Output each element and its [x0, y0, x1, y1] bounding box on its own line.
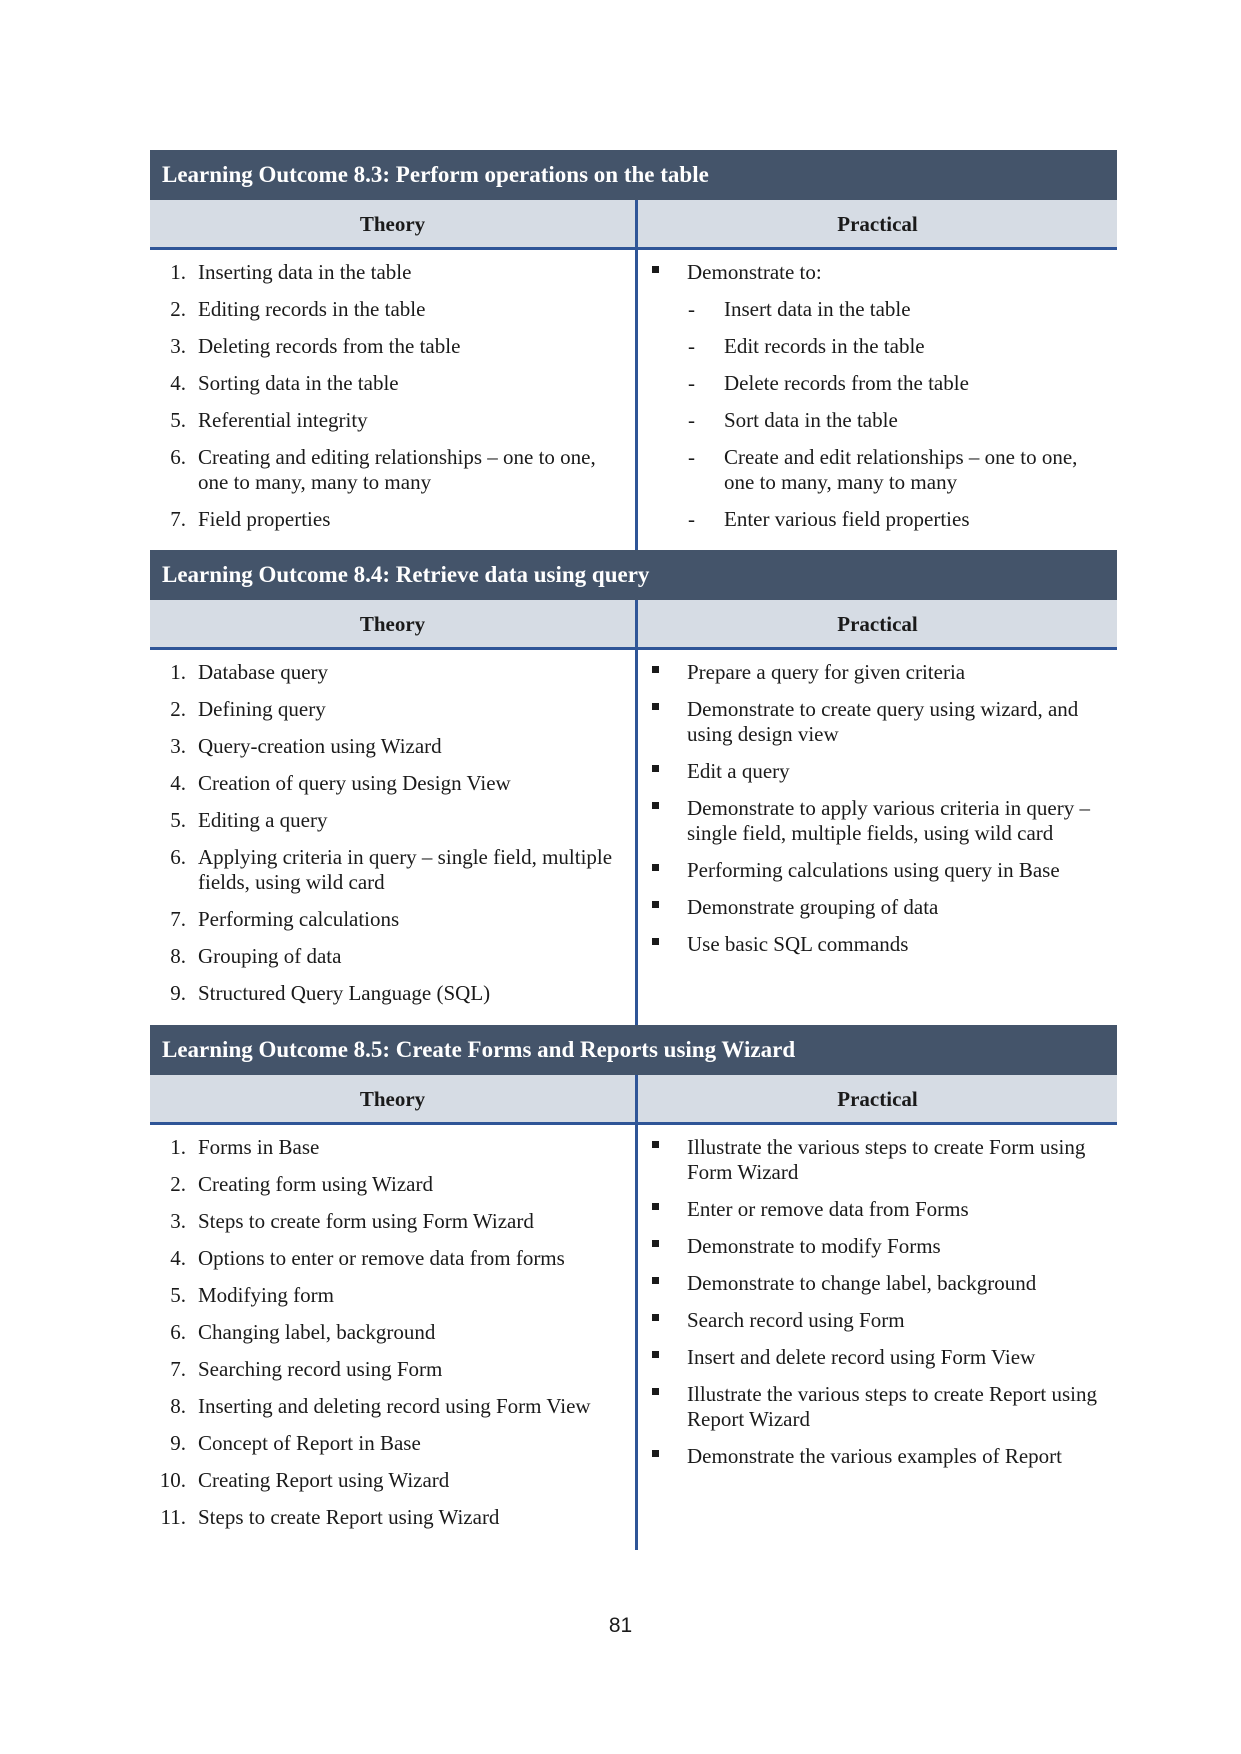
- section-title: Learning Outcome 8.3: Perform operations on the table: [150, 150, 1117, 200]
- list-item: 3. Query-creation using Wizard: [170, 734, 442, 758]
- sub-item: - Create and edit relationships – one to one, one to many, many to many: [688, 445, 1078, 494]
- column-header-row: [150, 200, 1117, 250]
- page-number: 81: [608, 1614, 633, 1637]
- column-header-row: [150, 1075, 1117, 1125]
- list-item: 7. Searching record using Form: [170, 1357, 443, 1381]
- section-lo-8-3: [150, 150, 1117, 552]
- practical-header: Practical: [837, 612, 918, 636]
- bullet-item: Demonstrate to create query using wizard, and using design view: [638, 697, 1117, 747]
- bullet-item: Demonstrate the various examples of Report: [638, 1444, 1117, 1469]
- list-item: 2. Defining query: [170, 697, 326, 721]
- bullet-item: Edit a query: [638, 759, 1117, 784]
- section-title: Learning Outcome 8.5: Create Forms and Reports using Wizard: [150, 1025, 1117, 1075]
- bullet-item: Prepare a query for given criteria: [638, 660, 1117, 685]
- list-item: 1. Inserting data in the table: [170, 260, 412, 284]
- square-bullet-icon: [638, 1271, 687, 1296]
- theory-column: [150, 650, 638, 1026]
- square-bullet-icon: [638, 1234, 687, 1259]
- list-item: 1. Forms in Base: [170, 1135, 320, 1159]
- list-item: 3. Deleting records from the table: [170, 334, 461, 358]
- practical-header: Practical: [837, 1087, 918, 1111]
- list-item: 4. Creation of query using Design View: [170, 771, 511, 795]
- practical-header: Practical: [837, 212, 918, 236]
- bullet-item: Insert and delete record using Form View: [638, 1345, 1117, 1370]
- square-bullet-icon: [638, 1444, 687, 1469]
- theory-header: Theory: [150, 1075, 638, 1122]
- square-bullet-icon: [638, 1308, 687, 1333]
- square-bullet-icon: [638, 796, 687, 846]
- bullet-item: Demonstrate to:: [638, 260, 1117, 285]
- section-title: Learning Outcome 8.4: Retrieve data using query: [150, 550, 1117, 600]
- theory-column: [150, 1125, 638, 1550]
- list-item: 6. Applying criteria in query – single field, multiple fields, using wild card: [170, 845, 613, 894]
- theory-column: [150, 250, 638, 552]
- practical-column: [638, 1125, 1117, 1550]
- sub-item: - Insert data in the table: [688, 297, 911, 321]
- list-item: 2. Editing records in the table: [170, 297, 426, 321]
- sub-item: - Edit records in the table: [688, 334, 925, 358]
- content-row: [150, 1125, 1117, 1550]
- bullet-item: Demonstrate grouping of data: [638, 895, 1117, 920]
- bullet-item: Demonstrate to modify Forms: [638, 1234, 1117, 1259]
- square-bullet-icon: [638, 1197, 687, 1222]
- list-item: 2. Creating form using Wizard: [170, 1172, 433, 1196]
- list-item: 8. Inserting and deleting record using Form View: [170, 1394, 591, 1418]
- list-item: 7. Field properties: [170, 507, 331, 531]
- list-item: 10. Creating Report using Wizard: [159, 1468, 450, 1492]
- sub-item: - Enter various field properties: [688, 507, 970, 531]
- square-bullet-icon: [638, 932, 687, 957]
- content-row: [150, 650, 1117, 1026]
- square-bullet-icon: [638, 895, 687, 920]
- content-row: [150, 250, 1117, 552]
- list-item: 5. Editing a query: [170, 808, 328, 832]
- bullet-item: Use basic SQL commands: [638, 932, 1117, 957]
- square-bullet-icon: [638, 759, 687, 784]
- practical-column: [638, 250, 1117, 552]
- section-lo-8-4: [150, 550, 1117, 1026]
- list-item: 7. Performing calculations: [170, 907, 400, 931]
- square-bullet-icon: [638, 260, 687, 285]
- sub-item: - Delete records from the table: [688, 371, 969, 395]
- square-bullet-icon: [638, 697, 687, 747]
- list-item: 8. Grouping of data: [170, 944, 342, 968]
- list-item: 3. Steps to create form using Form Wizard: [170, 1209, 534, 1233]
- list-item: 9. Concept of Report in Base: [170, 1431, 421, 1455]
- column-header-row: [150, 600, 1117, 650]
- bullet-item: Performing calculations using query in Base: [638, 858, 1117, 883]
- square-bullet-icon: [638, 858, 687, 883]
- bullet-item: Demonstrate to change label, background: [638, 1271, 1117, 1296]
- list-item: 1. Database query: [170, 660, 329, 684]
- bullet-item: Search record using Form: [638, 1308, 1117, 1333]
- list-item: 9. Structured Query Language (SQL): [170, 981, 491, 1005]
- list-item: 5. Referential integrity: [170, 408, 368, 432]
- list-item: 5. Modifying form: [170, 1283, 334, 1307]
- list-item: 4. Sorting data in the table: [170, 371, 399, 395]
- bullet-item: Illustrate the various steps to create Report using Report Wizard: [638, 1382, 1117, 1432]
- square-bullet-icon: [638, 1135, 687, 1185]
- list-item: 4. Options to enter or remove data from forms: [170, 1246, 565, 1270]
- theory-header: Theory: [150, 200, 638, 247]
- list-item: 6. Changing label, background: [170, 1320, 436, 1344]
- bullet-item: Demonstrate to apply various criteria in query – single field, multiple fields, using wild card: [638, 796, 1117, 846]
- bullet-item: Enter or remove data from Forms: [638, 1197, 1117, 1222]
- list-item: 6. Creating and editing relationships – one to one, one to many, many to many: [170, 445, 596, 494]
- section-lo-8-5: [150, 1025, 1117, 1550]
- square-bullet-icon: [638, 1382, 687, 1432]
- list-item: 11. Steps to create Report using Wizard: [160, 1505, 500, 1529]
- sub-item: - Sort data in the table: [688, 408, 898, 432]
- practical-column: [638, 650, 1117, 1026]
- theory-header: Theory: [150, 600, 638, 647]
- bullet-item: Illustrate the various steps to create Form using Form Wizard: [638, 1135, 1117, 1185]
- square-bullet-icon: [638, 1345, 687, 1370]
- square-bullet-icon: [638, 660, 687, 685]
